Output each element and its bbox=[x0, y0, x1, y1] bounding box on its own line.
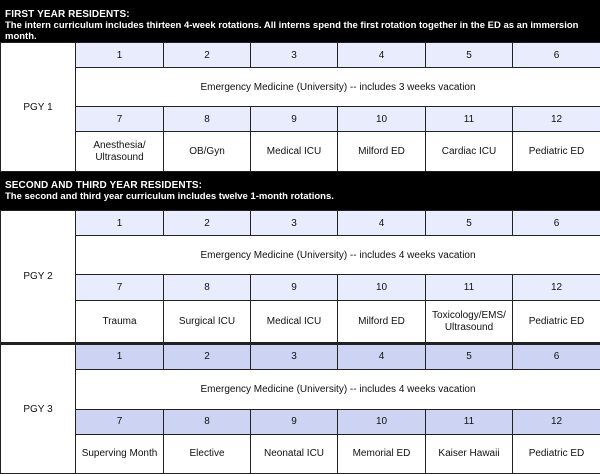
pgy1-table bbox=[0, 42, 600, 172]
pgy2-rotation-medical-icu: Medical ICU bbox=[251, 301, 338, 343]
pgy3-block-6: 6 bbox=[513, 344, 600, 369]
pgy1-rotation-ob-gyn: OB/Gyn bbox=[164, 132, 251, 172]
pgy2-block-7: 7 bbox=[76, 275, 164, 301]
second-third-year-title: SECOND AND THIRD YEAR RESIDENTS: bbox=[5, 180, 595, 191]
pgy2-block-4: 4 bbox=[338, 211, 426, 236]
pgy2-block-1: 1 bbox=[76, 211, 164, 236]
pgy3-block-11: 11 bbox=[426, 409, 513, 434]
pgy1-block-5: 5 bbox=[426, 43, 513, 68]
pgy2-block-5: 5 bbox=[426, 211, 513, 236]
pgy3-block-7: 7 bbox=[76, 409, 164, 434]
pgy3-rotation-elective: Elective bbox=[164, 434, 251, 473]
pgy1-block-7: 7 bbox=[76, 107, 164, 132]
pgy2-emergency-medicine-span: Emergency Medicine (University) -- includes 4 weeks vacation bbox=[76, 236, 600, 275]
pgy2-rotation-surgical-icu: Surgical ICU bbox=[164, 301, 251, 343]
pgy1-block-1: 1 bbox=[76, 43, 164, 68]
pgy3-label: PGY 3 bbox=[1, 344, 76, 474]
pgy3-block-8: 8 bbox=[164, 409, 251, 434]
pgy1-block-3: 3 bbox=[251, 43, 338, 68]
pgy1-block-12: 12 bbox=[513, 107, 600, 132]
pgy1-block-8: 8 bbox=[164, 107, 251, 132]
pgy3-rotation-superving-month: Superving Month bbox=[76, 434, 164, 473]
pgy1-label: PGY 1 bbox=[1, 43, 76, 172]
pgy2-table bbox=[0, 210, 600, 343]
pgy1-block-2: 2 bbox=[164, 43, 251, 68]
pgy2-rotation-pediatric-ed: Pediatric ED bbox=[513, 301, 600, 343]
pgy3-rotation-kaiser-hawaii: Kaiser Hawaii bbox=[426, 434, 513, 473]
pgy3-rotation-neonatal-icu: Neonatal ICU bbox=[251, 434, 338, 473]
pgy1-rotation-pediatric-ed: Pediatric ED bbox=[513, 132, 600, 172]
first-year-description: The intern curriculum includes thirteen 4-week rotations. All interns spend the first rotation together in the ED as an immersion month. bbox=[5, 20, 595, 42]
pgy2-rotation-toxicology-ems-ultrasound: Toxicology/EMS/ Ultrasound bbox=[426, 301, 513, 343]
pgy2-rotation-trauma: Trauma bbox=[76, 301, 164, 343]
pgy1-block-11: 11 bbox=[426, 107, 513, 132]
pgy1-rotation-anesthesia-ultrasound: Anesthesia/ Ultrasound bbox=[76, 132, 164, 172]
pgy3-block-2: 2 bbox=[164, 344, 251, 369]
pgy3-emergency-medicine-span: Emergency Medicine (University) -- includes 4 weeks vacation bbox=[76, 369, 600, 409]
pgy3-table bbox=[0, 343, 600, 474]
pgy3-rotation-memorial-ed: Memorial ED bbox=[338, 434, 426, 473]
pgy2-block-2: 2 bbox=[164, 211, 251, 236]
pgy2-block-9: 9 bbox=[251, 275, 338, 301]
pgy3-block-9: 9 bbox=[251, 409, 338, 434]
pgy2-block-12: 12 bbox=[513, 275, 600, 301]
pgy1-block-6: 6 bbox=[513, 43, 600, 68]
pgy3-block-10: 10 bbox=[338, 409, 426, 434]
pgy2-block-3: 3 bbox=[251, 211, 338, 236]
pgy1-emergency-medicine-span: Emergency Medicine (University) -- includes 3 weeks vacation bbox=[76, 68, 600, 107]
pgy1-block-4: 4 bbox=[338, 43, 426, 68]
first-year-title: FIRST YEAR RESIDENTS: bbox=[5, 9, 595, 20]
pgy3-block-12: 12 bbox=[513, 409, 600, 434]
pgy3-block-3: 3 bbox=[251, 344, 338, 369]
first-year-banner bbox=[0, 0, 600, 42]
pgy2-rotation-milford-ed: Milford ED bbox=[338, 301, 426, 343]
pgy2-block-6: 6 bbox=[513, 211, 600, 236]
pgy3-block-1: 1 bbox=[76, 344, 164, 369]
pgy1-rotation-milford-ed: Milford ED bbox=[338, 132, 426, 172]
second-third-year-banner bbox=[0, 172, 600, 210]
pgy1-rotation-cardiac-icu: Cardiac ICU bbox=[426, 132, 513, 172]
second-third-year-description: The second and third year curriculum includes twelve 1-month rotations. bbox=[5, 191, 595, 202]
pgy3-block-4: 4 bbox=[338, 344, 426, 369]
pgy1-block-10: 10 bbox=[338, 107, 426, 132]
pgy3-block-5: 5 bbox=[426, 344, 513, 369]
pgy3-rotation-pediatric-ed: Pediatric ED bbox=[513, 434, 600, 473]
pgy2-label: PGY 2 bbox=[1, 211, 76, 343]
pgy2-block-11: 11 bbox=[426, 275, 513, 301]
pgy2-block-8: 8 bbox=[164, 275, 251, 301]
pgy1-block-9: 9 bbox=[251, 107, 338, 132]
pgy2-block-10: 10 bbox=[338, 275, 426, 301]
pgy1-rotation-medical-icu: Medical ICU bbox=[251, 132, 338, 172]
